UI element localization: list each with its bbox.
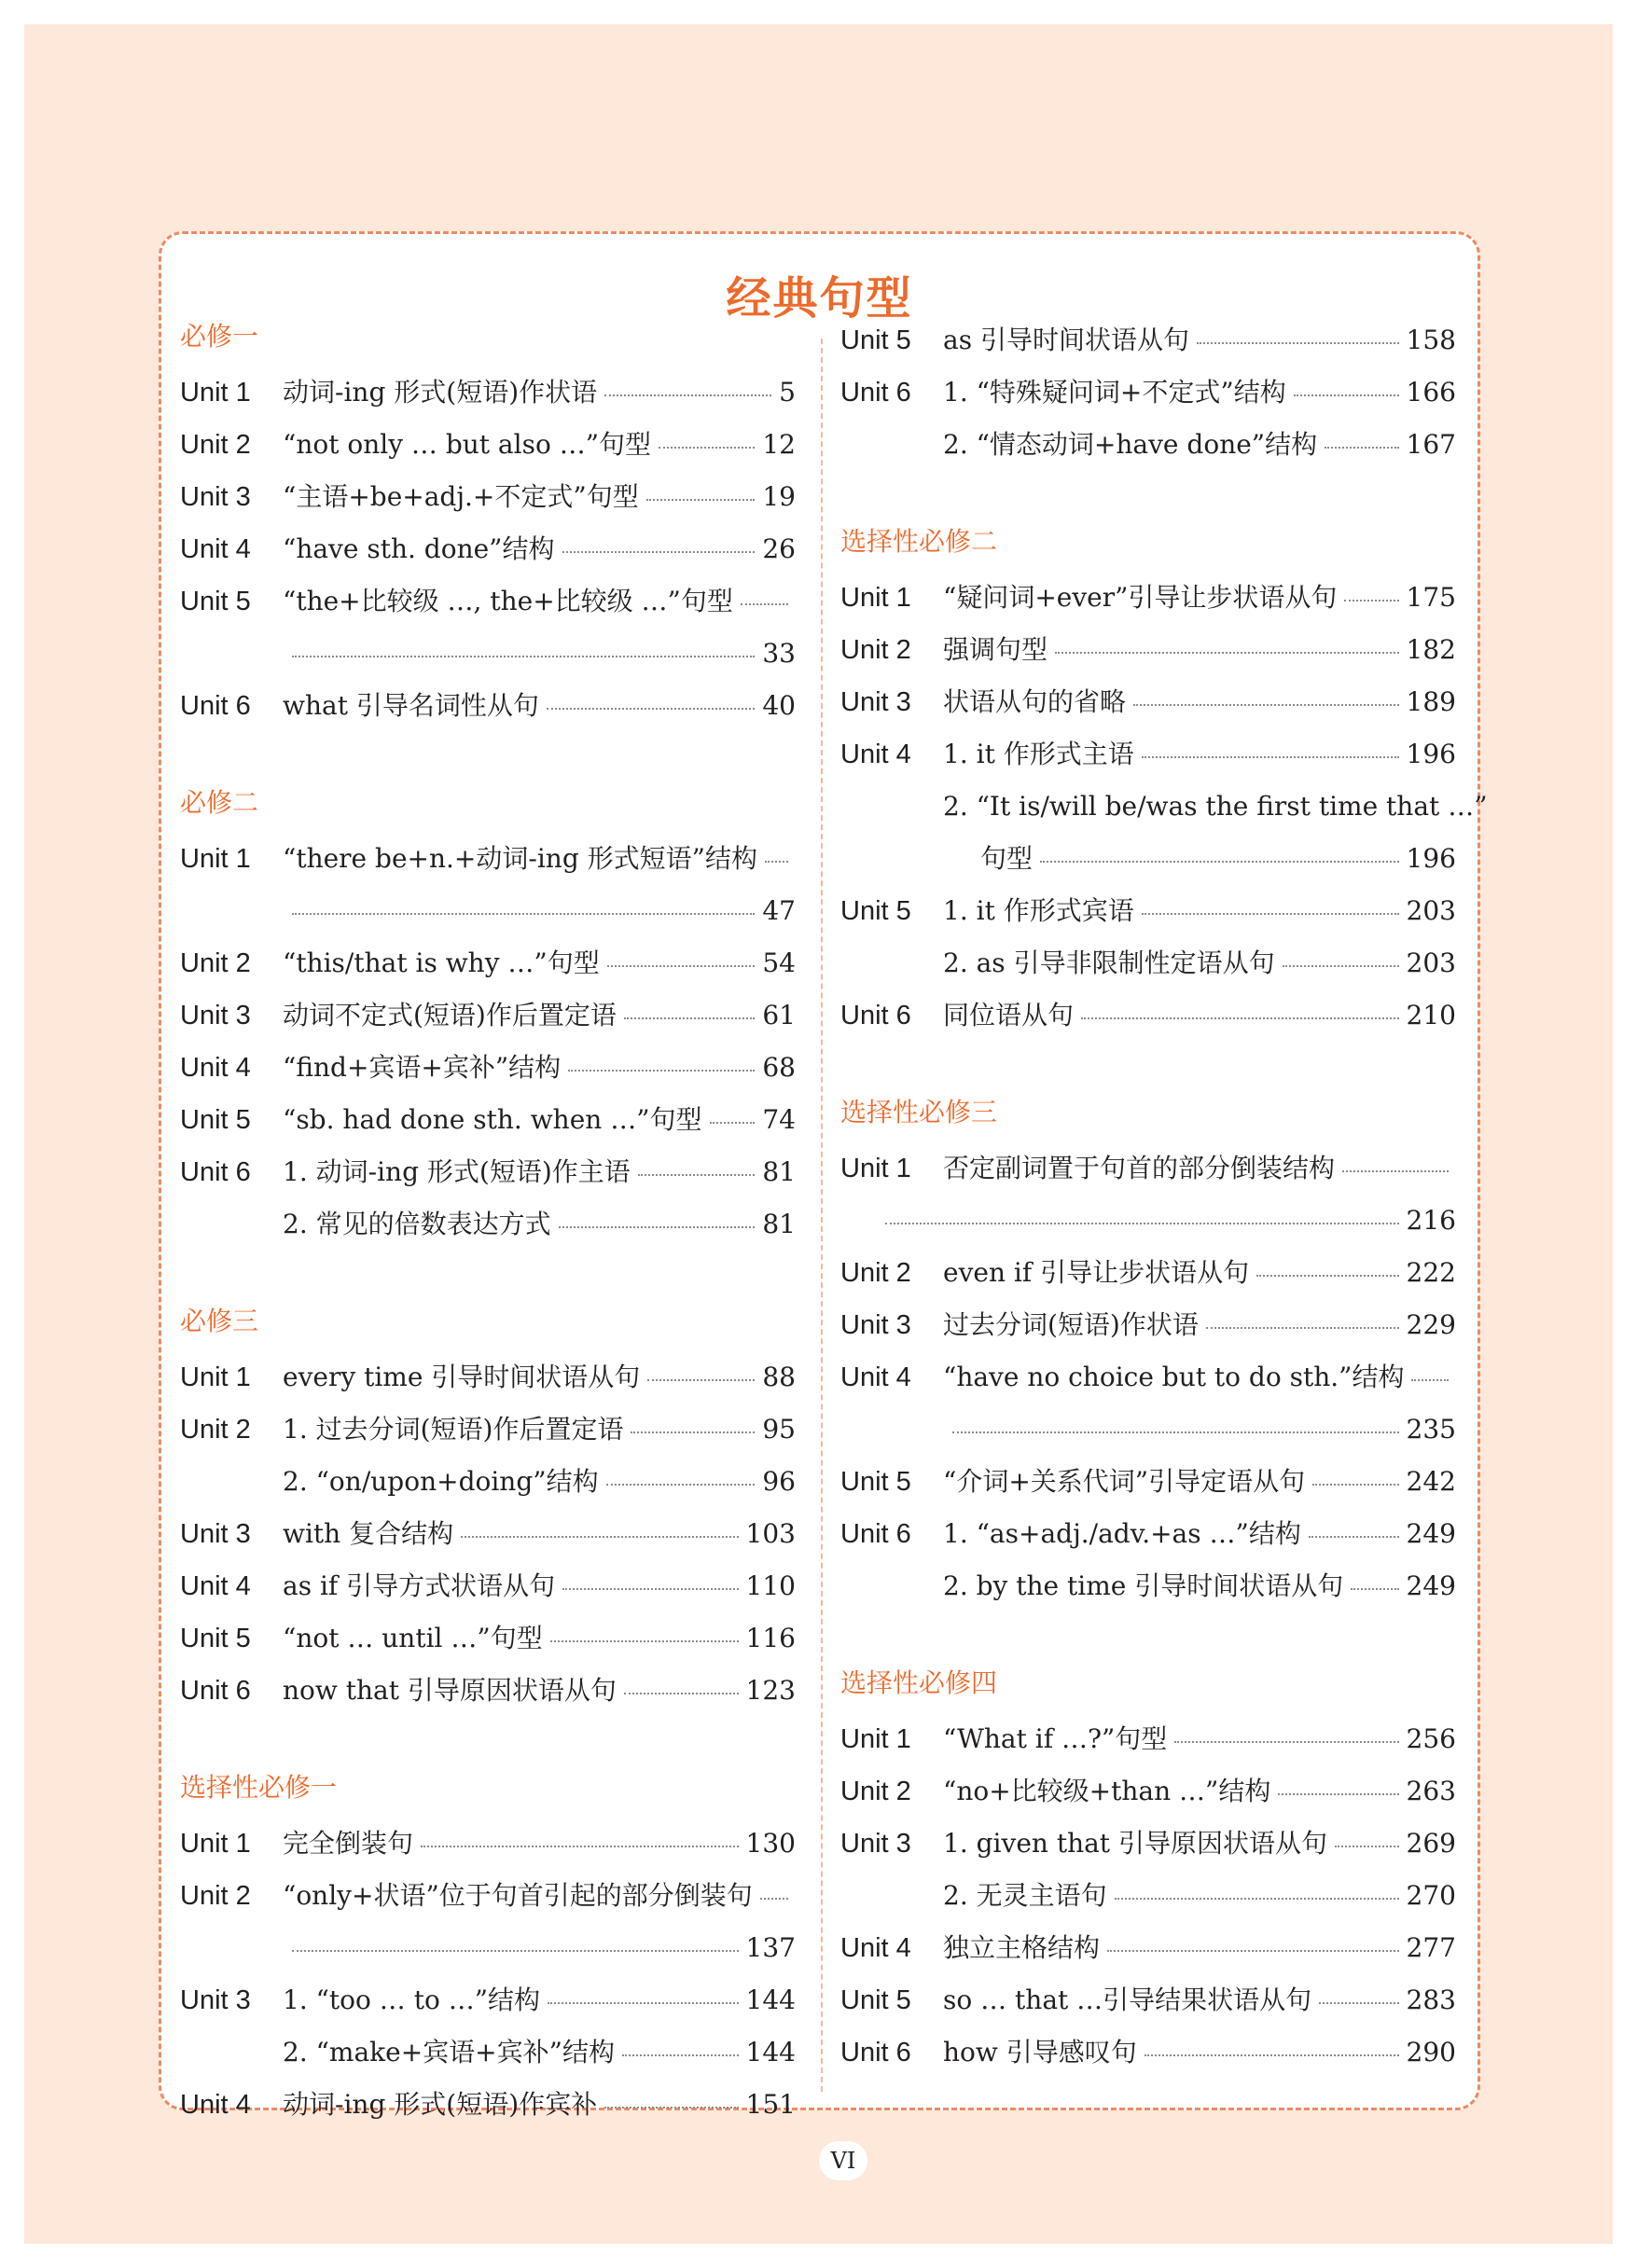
dot-leader [1115,1875,1399,1900]
page-ref: 270 [1406,1880,1456,1911]
toc-entry[interactable] [180,1670,796,1711]
page-ref: 61 [762,1000,796,1030]
entry-title: 否定副词置于句首的部分倒装结构 [943,1153,1336,1183]
entry-title: “疑问词+ever”引导让步状语从句 [943,582,1338,613]
dot-leader [952,1409,1399,1433]
page-ref: 103 [745,1518,796,1549]
dot-leader [1283,943,1399,967]
entry-title: as if 引导方式状语从句 [283,1570,556,1601]
dot-leader [1411,1357,1449,1381]
toc-entry[interactable] [180,1618,796,1659]
toc-entry[interactable] [840,1357,1456,1398]
page-ref: 144 [745,1984,796,2015]
page-ref: 189 [1406,686,1456,717]
toc-entry[interactable] [180,1204,796,1245]
entry-title: 1. “as+adj./adv.+as …”结构 [943,1518,1301,1549]
entry-title: 句型 [980,843,1034,874]
unit-label: Unit 5 [180,587,251,616]
entry-title: 1. “too … to …”结构 [283,1984,541,2015]
toc-entry[interactable] [840,1514,1456,1555]
unit-label: Unit 6 [840,1001,911,1030]
toc-entry[interactable] [840,629,1456,671]
page-ref: 235 [1406,1414,1456,1445]
dot-leader [1344,577,1398,602]
dot-leader [1142,891,1399,915]
dot-leader [1145,2032,1399,2056]
entry-title: 1. it 作形式主语 [943,739,1134,769]
column-divider [821,339,823,2092]
toc-entry[interactable] [840,320,1456,361]
page-ref: 144 [745,2037,796,2067]
toc-entry[interactable] [840,1305,1456,1346]
page-ref: 137 [745,1932,796,1963]
entry-title: “What if …?”句型 [943,1723,1168,1754]
unit-label: Unit 6 [840,2038,911,2067]
toc-entry[interactable] [180,477,796,518]
entry-title: how 引导感叹句 [943,2037,1137,2067]
toc-entry[interactable] [180,943,796,984]
unit-label: Unit 2 [840,1258,911,1288]
dot-leader [624,1670,739,1694]
entry-title: now that 引导原因状语从句 [283,1675,617,1706]
toc-entry[interactable] [840,1148,1456,1189]
toc-entry[interactable] [840,682,1456,723]
dot-leader [765,838,788,863]
entry-title: “have sth. done”结构 [283,533,555,564]
unit-label: Unit 2 [180,430,251,460]
dot-leader [421,1823,739,1847]
page-ref: 277 [1406,1932,1456,1963]
unit-label: Unit 2 [840,635,911,665]
toc-entry[interactable] [180,1461,796,1502]
page-ref: 88 [762,1362,796,1392]
unit-label: Unit 6 [180,1157,251,1187]
toc-entry[interactable] [840,1566,1456,1607]
unit-label: Unit 6 [840,1519,911,1549]
toc-entry[interactable] [840,995,1456,1036]
page-ref: 68 [762,1052,796,1083]
dot-leader [638,1152,756,1176]
entry-title: 1. given that 引导原因状语从句 [943,1828,1327,1859]
unit-label: Unit 4 [180,534,251,564]
dot-leader [1278,1771,1398,1795]
dot-leader [1142,734,1399,758]
page-number: VI [819,2141,867,2180]
page-ref: 203 [1406,895,1456,926]
dot-leader [710,1099,756,1124]
entry-title: “主语+be+adj.+不定式”句型 [283,481,639,512]
page-ref: 47 [762,895,796,926]
page-title: 经典句型 [726,272,913,325]
toc-entry[interactable] [840,1252,1456,1293]
entry-title: “not only … but also …”句型 [283,429,652,460]
dot-leader [1055,629,1399,654]
unit-label: Unit 6 [180,1676,251,1706]
toc-entry[interactable] [840,1461,1456,1502]
page-ref: 175 [1406,582,1456,613]
toc-entry[interactable] [840,1875,1456,1916]
toc-entry[interactable] [840,891,1456,932]
page-ref: 123 [745,1675,796,1706]
unit-label: Unit 2 [180,948,251,978]
page-ref: 158 [1406,325,1456,355]
dot-leader [624,995,756,1019]
unit-label: Unit 3 [180,1985,251,2015]
entry-title: 动词不定式(短语)作后置定语 [283,1000,617,1030]
entry-title: 同位语从句 [943,1000,1075,1030]
dot-leader [1325,424,1398,449]
toc-entry[interactable] [840,1980,1456,2021]
unit-label: Unit 6 [840,378,911,408]
entry-title: “have no choice but to do sth.”结构 [943,1362,1405,1392]
toc-entry[interactable] [840,2032,1456,2073]
dot-leader [1081,995,1399,1019]
toc-entry[interactable] [840,424,1456,465]
entry-title: 动词-ing 形式(短语)作状语 [283,377,598,408]
toc-entry[interactable] [180,2084,796,2125]
dot-leader [1342,1148,1449,1172]
page-ref: 96 [762,1466,796,1497]
dot-leader [646,477,756,501]
dot-leader [607,943,756,967]
toc-entry[interactable] [180,1566,796,1607]
page-ref: 283 [1406,1984,1456,2015]
page-ref: 33 [762,638,796,669]
toc-entry[interactable] [840,786,1488,827]
unit-label: Unit 5 [840,1467,911,1497]
dot-leader [647,1357,755,1381]
page-ref: 182 [1406,634,1456,665]
dot-leader [885,1200,1399,1224]
page-ref: 95 [762,1414,796,1445]
toc-entry[interactable] [840,1823,1456,1864]
dot-leader [1040,838,1399,863]
page-ref: 256 [1406,1723,1456,1754]
page-ref: 216 [1406,1205,1456,1236]
entry-title: 强调句型 [943,634,1048,665]
toc-entry[interactable] [840,372,1456,413]
toc-entry[interactable] [180,633,796,674]
unit-label: Unit 5 [840,896,911,926]
unit-label: Unit 1 [180,1362,251,1392]
page-ref: 130 [745,1828,796,1859]
entry-title: so … that …引导结果状语从句 [943,1984,1312,2015]
page-ref: 74 [762,1104,796,1135]
unit-label: Unit 1 [180,378,251,408]
toc-entry[interactable] [180,1152,796,1193]
unit-label: Unit 1 [840,1154,911,1183]
toc-entry[interactable] [840,1928,1456,1969]
dot-leader [559,1204,756,1228]
dot-leader [292,891,755,915]
toc-card [159,231,1488,2120]
unit-label: Unit 5 [180,1624,251,1653]
entry-title: 1. “特殊疑问词+不定式”结构 [943,377,1286,408]
toc-entry[interactable] [180,838,796,879]
toc-entry[interactable] [180,1099,796,1141]
unit-label: Unit 3 [180,1519,251,1549]
page-background [24,24,1613,2244]
toc-entry[interactable] [840,1771,1456,1812]
unit-label: Unit 4 [840,1362,911,1392]
toc-entry[interactable] [180,1357,796,1398]
toc-entry[interactable] [840,1719,1456,1760]
toc-entry[interactable] [180,1980,796,2021]
unit-label: Unit 6 [180,691,251,721]
dot-leader [562,529,756,553]
dot-leader [1256,1252,1398,1277]
entry-title: 2. “on/upon+doing”结构 [283,1466,599,1497]
toc-entry[interactable] [180,1928,796,1969]
unit-label: Unit 4 [180,2090,251,2120]
unit-label: Unit 5 [840,1985,911,2015]
toc-entry[interactable] [180,2032,796,2073]
toc-entry[interactable] [180,1409,796,1450]
dot-leader [1351,1566,1398,1590]
dot-leader [1107,1928,1399,1952]
dot-leader [1335,1823,1399,1847]
page-ref: 12 [762,429,796,460]
dot-leader [562,1566,738,1590]
section-heading: 选择性必修四 [840,1667,998,1698]
entry-title: 独立主格结构 [943,1932,1101,1963]
page-ref: 196 [1406,843,1456,874]
section-heading: 选择性必修三 [840,1097,998,1127]
page-ref: 40 [762,690,796,721]
entry-title: “there be+n.+动词-ing 形式短语”结构 [283,843,757,874]
unit-label: Unit 4 [180,1571,251,1601]
toc-entry[interactable] [180,995,796,1036]
toc-entry[interactable] [180,581,796,622]
toc-entry[interactable] [840,1200,1456,1241]
dot-leader [1319,1980,1398,2004]
unit-label: Unit 3 [180,1001,251,1030]
dot-leader [659,424,755,449]
toc-entry[interactable] [180,891,796,932]
toc-entry[interactable] [180,1047,796,1088]
page-ref: 81 [762,1209,796,1239]
dot-leader [1309,1514,1399,1538]
entry-title: “only+状语”位于句首引起的部分倒装句 [283,1880,753,1911]
dot-leader [741,581,788,605]
dot-leader [568,1047,755,1072]
dot-leader [1133,682,1399,706]
entry-title: 2. by the time 引导时间状语从句 [943,1570,1344,1601]
unit-label: Unit 3 [840,1829,911,1859]
toc-entry[interactable] [840,734,1456,775]
entry-title: as 引导时间状语从句 [943,325,1189,355]
page-ref: 249 [1406,1518,1456,1549]
dot-leader [292,1928,739,1952]
entry-title: 2. 无灵主语句 [943,1880,1107,1911]
entry-title: 2. as 引导非限制性定语从句 [943,947,1275,978]
dot-leader [1206,1305,1399,1329]
section-heading: 选择性必修一 [180,1772,338,1803]
page-ref: 5 [779,377,796,408]
dot-leader [604,2084,738,2109]
entry-title: “the+比较级 …, the+比较级 …”句型 [283,586,733,616]
dot-leader [622,2032,739,2056]
page-ref: 110 [745,1570,796,1601]
unit-label: Unit 2 [180,1415,251,1445]
dot-leader [1174,1719,1398,1743]
section-heading: 必修二 [180,787,259,818]
section-heading: 选择性必修二 [840,526,998,557]
page-ref: 196 [1406,739,1456,769]
dot-leader [1312,1461,1398,1486]
unit-label: Unit 5 [840,325,911,355]
page-ref: 263 [1406,1776,1456,1806]
entry-title: 2. “It is/will be/was the first time that …” [943,791,1488,822]
dot-leader [550,1618,739,1642]
entry-title: 2. “情态动词+have done”结构 [943,429,1318,460]
toc-entry[interactable] [840,577,1456,618]
unit-label: Unit 2 [840,1777,911,1806]
entry-title: “find+宾语+宾补”结构 [283,1052,562,1083]
entry-title: 状语从句的省略 [943,686,1127,717]
dot-leader [760,1875,788,1900]
unit-label: Unit 1 [180,844,251,874]
unit-label: Unit 4 [840,1933,911,1963]
page-ref: 269 [1406,1828,1456,1859]
toc-entry[interactable] [840,943,1456,984]
page-ref: 210 [1406,1000,1456,1030]
dot-leader [548,1980,739,2004]
entry-title: “sb. had done sth. when …”句型 [283,1104,702,1135]
entry-title: even if 引导让步状语从句 [943,1257,1250,1288]
entry-title: 动词-ing 形式(短语)作宾补 [283,2089,598,2120]
entry-title: “no+比较级+than …”结构 [943,1776,1271,1806]
entry-title: 1. 过去分词(短语)作后置定语 [283,1414,624,1445]
toc-entry[interactable] [840,1409,1456,1450]
page-ref: 116 [745,1623,796,1653]
unit-label: Unit 5 [180,1105,251,1135]
entry-title: with 复合结构 [283,1518,454,1549]
page-ref: 26 [762,533,796,564]
page-ref: 222 [1406,1257,1456,1288]
page-ref: 81 [762,1156,796,1187]
toc-entry[interactable] [180,424,796,465]
entry-title: every time 引导时间状语从句 [283,1362,641,1392]
section-heading: 必修三 [180,1306,259,1336]
page-ref: 19 [762,481,796,512]
entry-title: 1. it 作形式宾语 [943,895,1134,926]
unit-label: Unit 4 [180,1053,251,1083]
unit-label: Unit 3 [180,482,251,512]
toc-entry[interactable] [180,1875,796,1916]
page-ref: 167 [1406,429,1456,460]
toc-entry[interactable] [180,1823,796,1864]
toc-entry[interactable] [180,1514,796,1555]
dot-leader [461,1514,738,1538]
page-ref: 54 [762,947,796,978]
dot-leader [1294,372,1399,396]
page-ref: 229 [1406,1309,1456,1340]
unit-label: Unit 3 [840,1310,911,1340]
toc-entry[interactable] [840,838,1456,879]
unit-label: Unit 4 [840,740,911,769]
section-heading: 必修一 [180,321,259,352]
page-ref: 242 [1406,1466,1456,1497]
dot-leader [631,1409,755,1433]
page-ref: 249 [1406,1570,1456,1601]
entry-title: “not … until …”句型 [283,1623,543,1653]
unit-label: Unit 3 [840,687,911,717]
entry-title: “this/that is why …”句型 [283,947,600,978]
entry-title: “介词+关系代词”引导定语从句 [943,1466,1306,1497]
toc-entry[interactable] [180,685,796,726]
unit-label: Unit 1 [840,1724,911,1754]
page-ref: 166 [1406,377,1456,408]
unit-label: Unit 1 [840,583,911,613]
unit-label: Unit 2 [180,1881,251,1911]
entry-title: 过去分词(短语)作状语 [943,1309,1199,1340]
toc-entry[interactable] [180,372,796,413]
dot-leader [606,1461,756,1486]
entry-title: what 引导名词性从句 [283,690,539,721]
entry-title: 2. 常见的倍数表达方式 [283,1209,551,1239]
entry-title: 2. “make+宾语+宾补”结构 [283,2037,615,2067]
page-ref: 203 [1406,947,1456,978]
page-ref: 290 [1406,2037,1456,2067]
toc-entry[interactable] [180,529,796,570]
dot-leader [292,633,755,657]
entry-title: 1. 动词-ing 形式(短语)作主语 [283,1156,631,1187]
page-ref: 151 [745,2089,796,2120]
dot-leader [604,372,771,396]
dot-leader [1197,320,1399,344]
unit-label: Unit 1 [180,1829,251,1859]
dot-leader [547,685,756,710]
entry-title: 完全倒装句 [283,1828,414,1859]
